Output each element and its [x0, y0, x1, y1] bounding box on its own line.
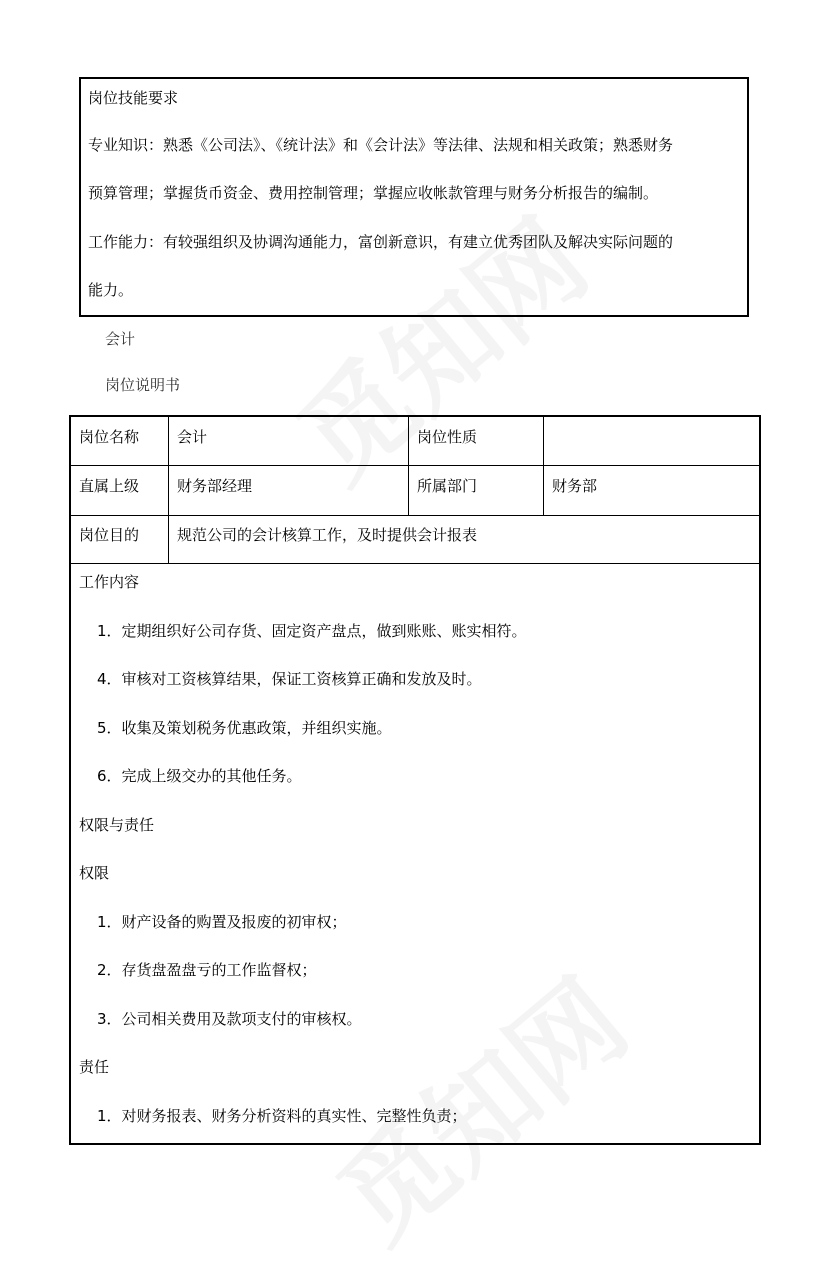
- row-divider: [71, 563, 759, 564]
- authority-item: 2．存货盘盈盘亏的工作监督权；: [97, 961, 317, 979]
- authority-item: 3．公司相关费用及款项支付的审核权。: [97, 1010, 362, 1028]
- work-item: 4．审核对工资核算结果，保证工资核算正确和发放及时。: [97, 670, 482, 688]
- skills-line-3: 工作能力：有较强组织及协调沟通能力，富创新意识，有建立优秀团队及解决实际问题的: [88, 233, 674, 251]
- work-item: 5．收集及策划税务优惠政策，并组织实施。: [97, 719, 392, 737]
- skills-line-2: 预算管理；掌握货币资金、费用控制管理；掌握应收帐款管理与财务分析报告的编制。: [88, 184, 659, 202]
- job-description-table: [69, 415, 761, 1145]
- value-direct-superior: 财务部经理: [177, 477, 253, 495]
- work-item: 6．完成上级交办的其他任务。: [97, 767, 302, 785]
- column-divider: [168, 417, 169, 563]
- label-position-name: 岗位名称: [79, 428, 140, 446]
- label-position-purpose: 岗位目的: [79, 526, 140, 544]
- doc-title: 岗位说明书: [105, 376, 181, 394]
- row-divider: [71, 465, 759, 466]
- label-department: 所属部门: [417, 477, 478, 495]
- label-direct-superior: 直属上级: [79, 477, 140, 495]
- value-position-purpose: 规范公司的会计核算工作，及时提供会计报表: [177, 526, 478, 544]
- skills-requirement-box: [79, 77, 749, 317]
- responsibility-heading: 责任: [79, 1058, 110, 1076]
- responsibility-item: 1．对财务报表、财务分析资料的真实性、完整性负责；: [97, 1107, 467, 1125]
- value-position-name: 会计: [177, 428, 208, 446]
- skills-heading: 岗位技能要求: [88, 89, 179, 107]
- authority-heading: 权限: [79, 864, 110, 882]
- column-divider: [408, 417, 409, 515]
- authority-responsibility-heading: 权限与责任: [79, 816, 155, 834]
- label-position-nature: 岗位性质: [417, 428, 478, 446]
- work-content-heading: 工作内容: [79, 573, 140, 591]
- skills-line-4: 能力。: [88, 281, 134, 299]
- section-title: 会计: [105, 330, 136, 348]
- column-divider: [543, 417, 544, 515]
- skills-line-1: 专业知识：熟悉《公司法》、《统计法》和《会计法》等法律、法规和相关政策；熟悉财务: [88, 136, 674, 154]
- row-divider: [71, 515, 759, 516]
- authority-item: 1．财产设备的购置及报废的初审权；: [97, 913, 347, 931]
- value-department: 财务部: [552, 477, 598, 495]
- work-item: 1．定期组织好公司存货、固定资产盘点，做到账账、账实相符。: [97, 622, 527, 640]
